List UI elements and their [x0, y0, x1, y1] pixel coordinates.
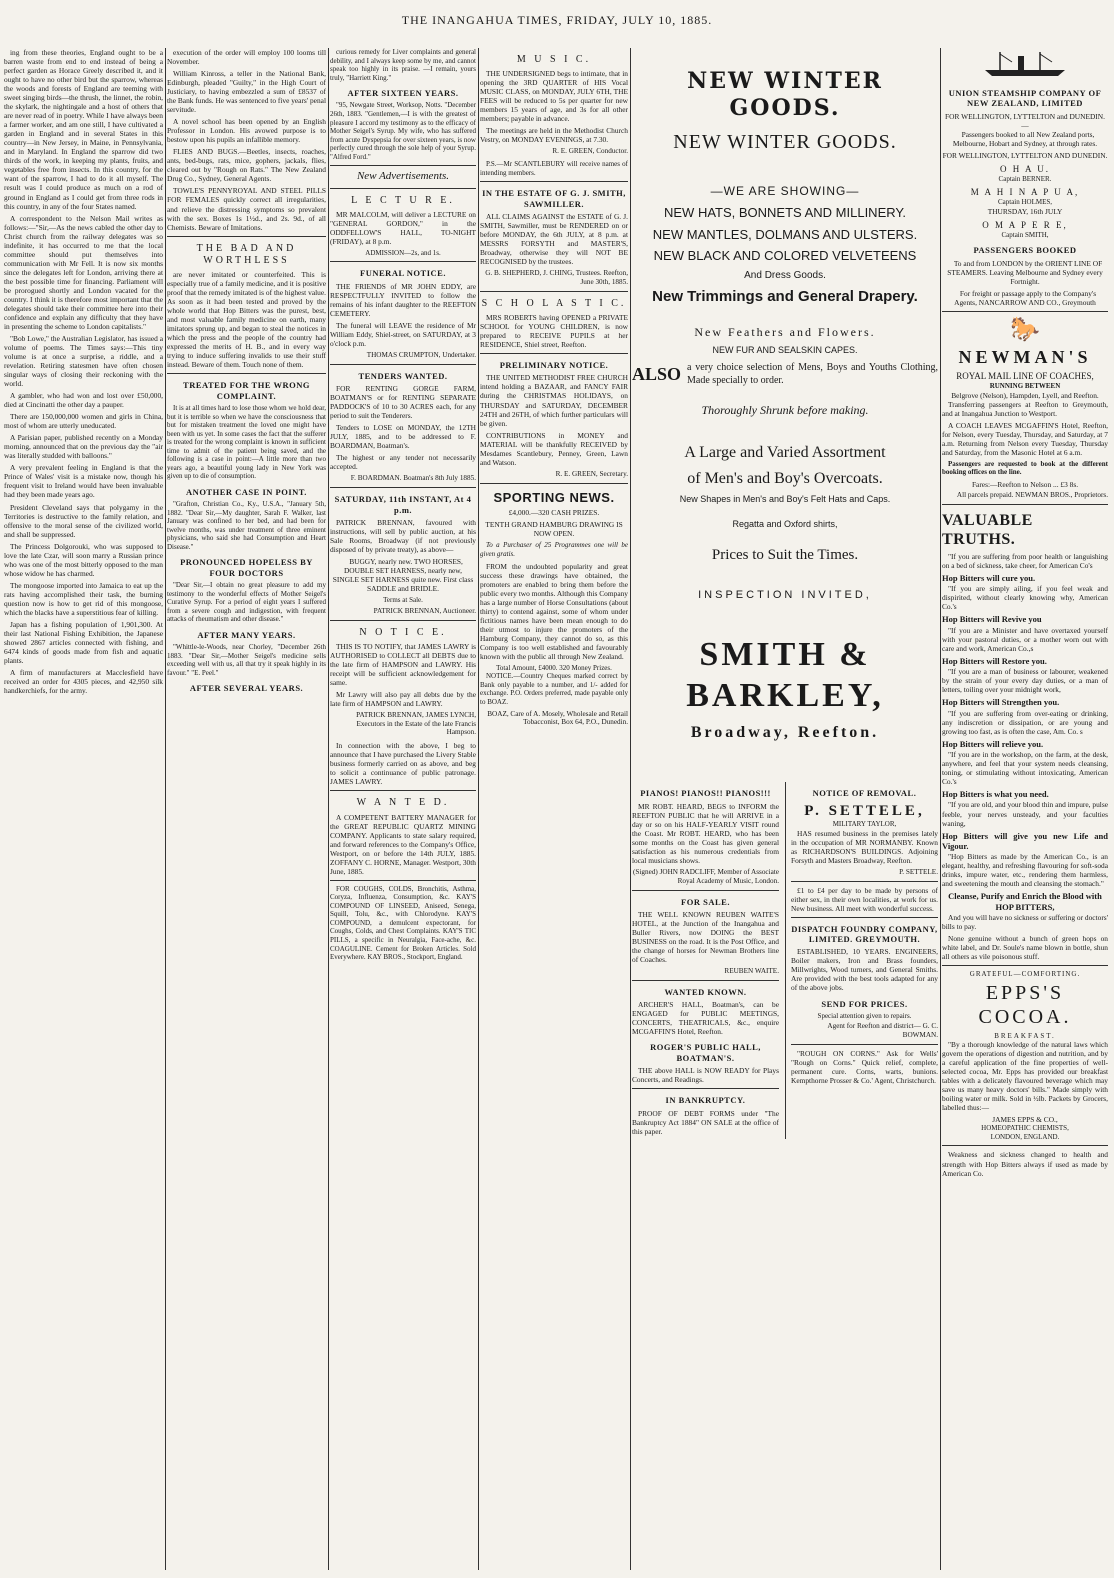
ad-heading: SPORTING NEWS.: [493, 489, 615, 505]
ad-line: Prices to Suit the Times.: [711, 547, 859, 564]
ad-text: To and from LONDON by the ORIENT LINE OF STEAMERS. Leaving Melbourne and Sydney every Fortnight.: [947, 258, 1103, 286]
ad-text: It is at all times hard to lose those whom we hold dear, but it is terrible so when we have the consciousness that but for mistaken treatment the loved one might have been with us yet. In some cases the fact that the sufferer is treated for the wrong complaint is known in sufficient time to admit of the patient being saved, and the following is a case in point:—A little more than two years ago, a beautiful young lady in New York was given up to die of consumption.: [167, 404, 326, 481]
ad-text: Passengers are requested to book at the different booking offices on the line.: [942, 459, 1108, 477]
sub-column-left: [632, 782, 779, 1138]
ad-text: Hop Bitters will Restore you.: [942, 655, 1047, 666]
ad-text: ROYAL MAIL LINE OF COACHES,: [956, 371, 1094, 382]
ad-line: NEW BLACK AND COLORED VELVETEENS: [653, 248, 917, 264]
ad-title: NEW WINTER GOODS.: [687, 68, 883, 121]
ad-line: of Men's and Boy's Overcoats.: [687, 469, 883, 487]
ad-heading: UNION STEAMSHIP COMPANY OF NEW ZEALAND, LIMITED: [948, 88, 1102, 109]
article-paragraph: A correspondent to the Nelson Mail writes as follows:—"Sir,—As the news cabled the other day to Christ church from the railway delegates was so indefinite, it has occurred to me that the local committee should put themselves into communication with Mr Fell. It is now six months since the delegates left for London, arriving there at the best possible time for financing. Parliament will be prorogued shortly and London vacated for the country. I think it is therefore most important that the delegates should take their committee here into their confidence and explain any difficulty that they have in presenting the scheme to London capitalists.": [4, 213, 163, 331]
ad-text: ARCHER'S HALL, Boatman's, can be ENGAGED for PUBLIC MEETINGS, CONCERTS, THEATRICALS, &c., enquire MCGAFFIN'S Hotel, Reefton.: [632, 1000, 779, 1037]
ad-line: NEW MANTLES, DOLMANS AND ULSTERS.: [652, 226, 918, 242]
ad-text: THE UNITED METHODIST FREE CHURCH intend holding a BAZAAR, and FANCY FAIR during the CHRISTMAS HOLIDAYS, on THURSDAY and SATURDAY, DECEMBER 24TH and 26TH, of which further particulars will be given.: [480, 373, 628, 428]
ad-text: And you will have no sickness or suffering or doctors' bills to pay.: [942, 913, 1108, 932]
ad-heading: S C H O L A S T I C.: [481, 297, 627, 309]
column-2: [167, 48, 326, 1570]
article-paragraph: Japan has a fishing population of 1,901,300. At their last National Fishing Exhibition, the Japanese showed 2867 articles connected with fishing, and 6474 kinds of goods made from fish and aquatic plants.: [4, 619, 163, 665]
ad-text: Tenders to LOSE on MONDAY, the 12TH JULY, 1885, and to be addressed to F. BOARDMAN, Boatman's.: [330, 423, 476, 451]
ad-text: Passengers booked to all New Zealand ports, Melbourne, Hobart and Sydney, at through rates.: [952, 129, 1098, 148]
ad-signature: P. SETTELE.: [899, 867, 938, 876]
ad-heading: ANOTHER CASE IN POINT.: [186, 486, 307, 497]
firm-name: SMITH & BARKLEY,: [686, 636, 884, 715]
article-paragraph: FLIES AND BUGS.—Beetles, insects, roaches, ants, bed-bugs, rats, mice, gophers, jackals, flies, cleared out by "Rough on Rats." The New Zealand Drug Co., Sydney, General Agents.: [167, 147, 326, 184]
ad-text: FOR WELLINGTON, LYTTELTON AND DUNEDIN.: [942, 150, 1108, 160]
ad-text: O H A U.: [999, 163, 1050, 174]
column-rule: [940, 48, 941, 1570]
ad-signature: PATRICK BRENNAN, Auctioneer.: [373, 606, 476, 615]
ad-signature: G. B. SHEPHERD, J. CHING, Trustees. Reefton, June 30th, 1885.: [485, 269, 628, 286]
column-3: [330, 48, 476, 1570]
ad-text: A COACH LEAVES MCGAFFIN'S Hotel, Reefton, for Nelson, every Tuesday, Thursday, and Saturday, at 7 a.m. Returning from Nelson every Tuesday, Thursday and Saturday, from the Masonic Hotel at 6 a.m.: [942, 420, 1108, 457]
ad-heading: W A N T E D.: [356, 797, 450, 809]
ad-text: The meetings are held in the Methodist Church Vestry, on MONDAY EVENINGS, at 7.30.: [480, 126, 628, 145]
ad-text: Belgrove (Nelson), Hampden, Lyell, and Reefton.: [951, 390, 1099, 400]
ad-text: Captain SMITH,: [1001, 230, 1049, 239]
ad-text: are never imitated or counterfeited. This is especially true of a family medicine, and it is positive proof that the remedy imitated is of the highest value. As soon as it had been tested and proved by the whole world that Hop Bitters was the purest, best, and most valuable family medicine on earth, many imitators sprung up, and began to steal the notices in which the press and the people of the country had expressed the merits of H. B., and in every way trying to induce suffering invalids to use their stuff instead. Beware of them. Touch none of them.: [167, 269, 326, 370]
ad-text: M A H I N A P U A,: [970, 187, 1080, 198]
ad-text: curious remedy for Liver complaints and general debility, and I always keep some by me, and cannot speak too highly in its praise. —I remain, yours truly, "Harriett King.": [330, 48, 476, 82]
ad-text: FOR RENTING GORGE FARM, BOATMAN'S or for RENTING SEPARATE PADDOCK'S of 10 to 30 ACRES each, for any period to suit the Tenderers.: [330, 384, 476, 421]
column-rule: [165, 48, 166, 1570]
ad-heading: N O T I C E.: [359, 626, 447, 638]
ad-text: THE WELL KNOWN REUBEN WAITE'S HOTEL, at the Junction of the Inangahua and Buller Rivers, now DOING the BEST BUSINESS on the road. It is the Post Office, and the change of horses for Newman Brothers line of Coaches.: [632, 909, 779, 965]
ad-heading: PRELIMINARY NOTICE.: [499, 360, 609, 371]
ad-heading: TREATED FOR THE WRONG COMPLAINT.: [183, 380, 310, 401]
ad-text: ALL CLAIMS AGAINST the ESTATE of G. J. SMITH, Sawmiller, must be RENDERED on or before MONDAY, the 6th JULY, at 8 p.m. at MESSRS FORSYTH and MASTER'S, Broadway, otherwise they will NOT BE RECOGNISED by the trustees.: [480, 212, 628, 267]
ad-heading: L E C T U R E.: [351, 194, 455, 206]
masthead: THE INANGAHUA TIMES, FRIDAY, JULY 10, 1885.: [401, 13, 713, 27]
ad-text: Hop Bitters will give you new Life and Vigour.: [942, 830, 1108, 851]
ad-heading: EPPS'S COCOA.: [978, 981, 1072, 1029]
ad-text: HAS resumed business in the premises lately in the occupation of MR NORMANBY. Known as RICHARDSON'S BUILDINGS. Adjoining Forsyth and Masters Broadway, Reefton.: [791, 828, 938, 865]
ad-signature: Agent for Reefton and district— G. C. BOWMAN.: [827, 1022, 938, 1040]
ad-line: —WE ARE SHOWING—: [710, 184, 860, 199]
section-heading: New Advertisements.: [356, 170, 450, 183]
ad-text: GRATEFUL—COMFORTING.: [969, 970, 1081, 979]
ad-text: For freight or passage apply to the Company's Agents, NANCARROW AND CO., Greymouth: [954, 288, 1097, 307]
ad-text: None genuine without a bunch of green hops on white label, and Dr. Soule's name blown in bottle, shun all others as vile poisonous stuff.: [942, 934, 1108, 962]
ad-line: And Dress Goods.: [744, 270, 826, 282]
ad-text: ESTABLISHED, 10 YEARS. ENGINEERS, Boiler makers, Iron and Brass founders, Millwrights, Wood turners, and General Smiths. Are provided with the best tools adapted for any of the above jobs.: [791, 947, 938, 993]
ad-heading: PIANOS! PIANOS!! PIANOS!!!: [640, 788, 771, 799]
steamship-icon: [942, 48, 1108, 82]
ad-text: In connection with the above, I beg to announce that I have purchased the Livery Stable business formerly carried on as above, and beg to solicit a continuance of public patronage. JAMES LAWRY.: [330, 741, 476, 787]
ad-signature: PATRICK BRENNAN, JAMES LYNCH, Executors in the Estate of the late Francis Hampson.: [356, 710, 476, 737]
ad-text: PATRICK BRENNAN, favoured with instructions, will sell by public auction, at his Sale Rooms, Broadway (if not previously disposed of by private treaty), as above—: [330, 517, 476, 555]
ad-heading: DISPATCH FOUNDRY COMPANY, LIMITED. GREYMOUTH.: [791, 923, 938, 944]
ad-signature: (Signed) JOHN RADCLIFF, Member of Associate Royal Academy of Music, London.: [633, 868, 779, 885]
article-paragraph: "Bob Lowe," the Australian Legislator, has issued a volume of poems. The Times says:—This tiny volume is at once a surprise, a riddle, and a revelation. Retiring statesmen have often chosen singular ways of closing their reckoning with the world.: [4, 333, 163, 389]
column-rule: [630, 48, 631, 1570]
ad-text: "If you are in the workshop, on the farm, at the desk, anywhere, and feel that your system needs cleansing, toning, or stimulating without intoxicating, American Co.'s: [942, 750, 1108, 787]
ad-line: a very choice selection of Mens, Boys and Youths Clothing, Made specially to order.: [687, 362, 938, 386]
ad-text: "Hop Bitters as made by the American Co., is an elegant, healthy, and refreshing flavouring for soft-soda drinks, impure water, etc., rendering them harmless, and sweetening the mouth and cleansing the stomach.": [942, 852, 1108, 889]
column-6: [942, 48, 1108, 1570]
ad-line: INSPECTION INVITED,: [698, 588, 872, 601]
ad-text: "If you are suffering from over-eating or drinking, any indiscretion or dissipation, or are young and growing too fast, as is often the case, Am. Co. s: [942, 708, 1108, 736]
ad-heading: AFTER SEVERAL YEARS.: [189, 683, 304, 694]
ad-text: Special attention given to repairs.: [817, 1011, 912, 1020]
ad-heading: ROGER'S PUBLIC HALL, BOATMAN'S.: [650, 1042, 761, 1063]
ad-line: Regatta and Oxford shirts,: [732, 519, 838, 530]
ad-heading: IN BANKRUPTCY.: [665, 1095, 746, 1106]
ad-text: "Dear Sir,—I obtain no great pleasure to add my testimony to the wonderful effects of Mother Seigel's Curative Syrup. For a period of eight years I suffered from a severe cough and indigestion, with frequent attacks of rheumatism and other disease.": [167, 581, 326, 624]
ad-text: FOR COUGHS, COLDS, Bronchitis, Asthma, Coryza, Influenza, Consumption, &c. KAY'S COMPOUND OF LINSEED, Aniseed, Senega, Squill, Tolu, &c., with Chlorodyne. KAY'S COMPOUND, a demulcent expectorant, for Coughs, Colds, and Chest Complaints. KAY'S TIC PILLS, a specific in Neuralgia, Face-ache, &c. COAGULINE. Cement for Broken Articles. Sold Everywhere. KAY BROS., Stockport, England.: [330, 884, 476, 962]
ad-text: "If you are a Minister and have overtaxed yourself with your pastoral duties, or a mother worn out with care and work, American Co.,s: [942, 625, 1108, 653]
ad-heading: FUNERAL NOTICE.: [360, 268, 446, 279]
ad-signature: R. E. GREEN, Conductor.: [552, 147, 628, 156]
ad-text: To a Purchaser of 25 Programmes one will be given gratis.: [480, 541, 628, 558]
ad-text: Hop Bitters is what you need.: [942, 789, 1049, 800]
article-paragraph: A firm of manufacturers at Macclesfield have received an order for 4305 pieces, and 42,950 silk handkerchiefs, for the army.: [4, 668, 163, 696]
ad-text: TENTH GRAND HAMBURG DRAWING IS NOW OPEN.: [485, 520, 623, 539]
ad-heading: FOR SALE.: [681, 896, 730, 907]
ad-text: Terms at Sale.: [383, 596, 423, 605]
ad-text: "If you are suffering from poor health or languishing on a bed of sickness, take cheer, for American Co's: [942, 551, 1108, 570]
ad-signature: R. E. GREEN, Secretary.: [555, 469, 628, 478]
ad-line: NEW HATS, BONNETS AND MILLINERY.: [664, 204, 906, 220]
ad-text: The highest or any tender not necessarily accepted.: [330, 453, 476, 472]
ad-text: RUNNING BETWEEN: [989, 382, 1061, 391]
ad-heading: SEND FOR PRICES.: [821, 998, 908, 1009]
ad-line: New Trimmings and General Drapery.: [652, 288, 918, 306]
ad-text: Hop Bitters will cure you.: [942, 572, 1036, 583]
ad-heading: WANTED KNOWN.: [664, 986, 747, 997]
ad-signature: REUBEN WAITE.: [724, 967, 779, 976]
ad-text: PROOF OF DEBT FORMS under "The Bankruptcy Act 1884" ON SALE at the office of this paper.: [632, 1108, 779, 1136]
ad-text: "ROUGH ON CORNS." Ask for Wells' "Rough on Corns." Quick relief, complete, permanent cure. Corns, warts, bunions. Kempthorne Prosser & Co.' Agent, Christchurch.: [791, 1048, 938, 1086]
article-paragraph: President Cleveland says that polygamy in the Territories is destructive to the family relation, and offensive to the moral sense of the civilized world, and shall be suppressed.: [4, 502, 163, 539]
article-paragraph: William Kinross, a teller in the National Bank, Edinburgh, pleaded "Guilty," in the High Court of Justiciary, to having embezzled a sum of £8537 of the Bank funds. He was sentenced to five years' penal servitude.: [167, 69, 326, 115]
ad-text: THE above HALL is NOW READY for Plays Concerts, and Readings.: [632, 1066, 779, 1085]
article-paragraph: There are 150,000,000 women and girls in China, most of whom are utterly uneducated.: [4, 412, 163, 431]
column-rule: [478, 48, 479, 1570]
ad-text: P.S.—Mr SCANTLEBURY will receive names of intending members.: [480, 160, 628, 177]
article-paragraph: A Parisian paper, published recently on a Monday morning, announced that on the previous day the "air was literally studded with balloons.": [4, 433, 163, 461]
ad-text: Weakness and sickness changed to health and strength with Hop Bitters always if used as made by American Co.: [942, 1150, 1108, 1178]
ad-text: NOTICE.—Country Cheques marked correct by Bank only payable to a number, and 1/- added for exchange. P.O. Orders preferred, made payable only to BOAZ.: [480, 672, 628, 706]
ad-line: NEW FUR AND SEALSKIN CAPES.: [712, 345, 858, 356]
ad-heading: SATURDAY, 11th INSTANT, At 4 p.m.: [334, 494, 472, 515]
column-rule: [328, 48, 329, 1570]
ad-text: BREAKFAST.: [994, 1031, 1056, 1040]
ad-text: "Whittle-le-Woods, near Chorley, "December 26th 1883. "Dear Sir,—Mother Seigel's medicine sells exceeding well with us, all that try it speak highly in its favour." "E. Peel.": [167, 643, 326, 677]
ad-text: "Grafton, Christian Co., Ky., U.S.A., "January 5th, 1882. "Dear Sir,—My daughter, Sarah F. Walker, last January was confined to her bed, and had been for twelve months, was under treatment of three eminent physicians, who said she had Consumption and Heart Disease.": [167, 500, 326, 551]
article-paragraph: TOWLE'S PENNYROYAL AND STEEL PILLS FOR FEMALES quickly correct all irregularities, and relieve the distressing symptoms so prevalent with the sex. Boxes 1s 1½d., and 2s. 9d., of all Chemists. Beware of Imitations.: [167, 186, 326, 232]
ad-text: Total Amount, £4000. 320 Money Prizes.: [496, 663, 612, 672]
ad-heading: PASSENGERS BOOKED: [973, 245, 1077, 256]
article-paragraph: A novel school has been opened by an English Professor in London. His avowed purpose is to bestow upon his pupils an infallible memory.: [167, 117, 326, 145]
ad-heading: VALUABLE TRUTHS.: [942, 511, 1033, 549]
ad-text: ADMISSION—2s, and 1s.: [365, 248, 441, 257]
ad-text: CONTRIBUTIONS in MONEY and MATERIAL will be thankfully RECEIVED by Mesdames Scantlebury, Penney, Green, Lawn and Watson.: [480, 430, 628, 467]
ad-text: A COMPETENT BATTERY MANAGER for the GREAT REPUBLIC QUARTZ MINING COMPANY. Applicants to state salary required, and forward references to the Company's Office, Westport, on or before the 14th JULY, 1885. ZOFFANY C. HORNE, Manager. Westport, 30th June, 1885.: [330, 812, 476, 876]
ad-text: FROM the undoubted popularity and great success these drawings have obtained, the promoters are enabled to bring them before the public every two months. Although this Company has a large number of Horse Consultations (about thirty) to contend against, some of whom under fictitious names have been mean enough to do their utmost to injure the promoters of the Hamburg Company, they cannot do so, as this Company is too well established and favourably known with the public all through New Zealand.: [480, 561, 628, 661]
ad-heading: PRONOUNCED HOPELESS BY FOUR DOCTORS: [180, 557, 313, 578]
ad-text: Mr Lawry will also pay all debts due by the late firm of HAMPSON and LAWRY.: [330, 689, 476, 708]
ad-text: MRS ROBERTS having OPENED a PRIVATE SCHOOL for YOUNG CHILDREN, is now prepared to RECEIVE PUPILS at her RESIDENCE, Shiel street, Reefton.: [480, 312, 628, 350]
ad-text: Hop Bitters will Strengthen you.: [942, 697, 1060, 708]
ad-line: New Feathers and Flowers.: [694, 324, 876, 339]
ad-text: BUGGY, nearly new. TWO HORSES, DOUBLE SET HARNESS, nearly new, SINGLE SET HARNESS quite new. First class SADDLE and BRIDLE.: [332, 557, 474, 594]
ad-text: Hop Bitters will relieve you.: [942, 738, 1044, 749]
ad-text: Cleanse, Purify and Enrich the Blood with HOP BITTERS,: [948, 891, 1102, 912]
ad-signature: All parcels prepaid. NEWMAN BROS., Proprietors.: [956, 490, 1108, 499]
ad-heading: AFTER SIXTEEN YEARS.: [347, 88, 459, 99]
ad-heading: IN THE ESTATE OF G. J. SMITH, SAWMILLER.: [482, 188, 626, 209]
ad-text: Fares:—Reefton to Nelson ... £3 8s.: [971, 479, 1079, 489]
ad-text: "95, Newgate Street, Worksop, Notts. "December 26th, 1883. "Gentlemen,—I is with the greatest of pleasure I accord my testimony as to the efficacy of Mother Seigel's Syrup. My wife, who has suffered from acute Dyspepsia for over sixteen years, is now perfectly cured through the sole help of your Syrup. "Alfred Ford.": [330, 101, 476, 161]
ad-line: A Large and Varied Assortment: [684, 444, 886, 462]
ad-text: "If you are simply ailing, if you feel weak and dispirited, without clearly knowing why, American Co.'s: [942, 584, 1108, 612]
ad-heading: TENDERS WANTED.: [358, 370, 448, 381]
article-paragraph: ing from these theories, England ought to be a barren waste from end to end instead of being a perfect garden as Horace Greely described it, and it ought to have no other bird but the sparrow, whereas the woods and forests of England are teeming with sweet singing birds—the thrush, the linnet, the robin, the skylark, the nightingale and a host of others that are never read of in poetry. While I have always been a farmer worker, and am one still, I have cultivated a garden in England and in several States in this country—in New Jersey, in Maine, in Pennsylvania, and in Maryland. In England the sparrow did two thirds of the work, in keeping my plants, fruits, and vegetables free from insects. In this country, for the want of the sparrow, I had to do it all myself. The result was I could produce as much on a rod of ground in England as I could get from three rods in this country, in any of the four States named.: [4, 48, 163, 211]
coach-icon: 🐎: [1010, 316, 1040, 343]
column-1: [4, 48, 163, 1570]
column-4: [480, 48, 628, 1570]
ad-signature: BOAZ, Care of A. Mosely, Wholesale and Retail Tobacconist, Box 64, P.O., Dunedin.: [487, 709, 628, 727]
ad-text: LONDON, ENGLAND.: [990, 1132, 1060, 1141]
ad-text: THE FRIENDS of MR JOHN EDDY, are RESPECTFULLY INVITED to follow the remains of his infant daughter to the REEFTON CEMETERY.: [330, 281, 476, 318]
article-paragraph: The Princess Dolgorouki, who was supposed to love the late Czar, will soon marry a Russian prince who was one of the most bitterly opposed to the man whose widow he has charmed.: [4, 541, 163, 578]
ad-text: O M A P E R E,: [982, 219, 1068, 230]
article-paragraph: A very prevalent feeling in England is that the Prince of Wales' visit is a mistake now, though his frequent visit to Ireland would have been invaluable had they been made years ago.: [4, 463, 163, 500]
ad-text: £4,000.—320 CASH PRIZES.: [508, 508, 600, 518]
ad-line: New Shapes in Men's and Boy's Felt Hats and Caps.: [679, 494, 891, 505]
ad-text: JAMES EPPS & CO.,: [992, 1115, 1058, 1125]
ad-text: THE UNDERSIGNED begs to intimate, that in opening the 3RD QUARTER of HIS Vocal MUSIC CLASS, on MONDAY, JULY 6TH, THE FEES will be reduced to 5s per quarter for new members 15 years of age, and 3s for all other members; payable in advance.: [480, 69, 628, 124]
ad-text: MR ROBT. HEARD, BEGS to INFORM the REEFTON PUBLIC that he will ARRIVE in a day or so on his HALF-YEARLY VISIT round the Coast. Mr ROBT. HEARD, who has been some months on the Coast has given general satisfaction as his numerous credentials from local musicians shows.: [632, 801, 779, 865]
column-5: [632, 48, 938, 1570]
ad-line: ALSO: [632, 363, 682, 384]
ad-text: MR MALCOLM, will deliver a LECTURE on "GENERAL GORDON," in the ODDFELLOW'S HALL, TO-NIGHT (FRIDAY), at 8 p.m.: [330, 209, 476, 246]
ad-text: THIS IS TO NOTIFY, that JAMES LAWRY is AUTHORISED to COLLECT all DEBTS due to the late firm of HAMPSON and LAWRY. His receipt will be sufficient acknowledgement for same.: [330, 641, 476, 687]
ad-text: Hop Bitters will Revive you: [942, 614, 1042, 625]
sub-column-right: [785, 782, 938, 1138]
ad-text: THURSDAY, 16th JULY: [987, 206, 1063, 216]
ad-text: "By a thorough knowledge of the natural laws which govern the operations of digestion and nutrition, and by a careful application of the fine properties of well-selected cocoa, Mr. Epps has provided our breakfast tables with a delicately flavoured beverage which may save us many heavy doctors' bills." Made simply with boiling water or milk. Sold in ½lb. Packets by Grocers, labelled thus:—: [942, 1040, 1108, 1113]
ad-text: Captain BERNER.: [998, 174, 1052, 183]
ad-heading: AFTER MANY YEARS.: [197, 629, 296, 640]
firm-location: Broadway, Reefton.: [690, 723, 880, 741]
ad-text: Transferring passengers at Reefton to Greymouth, and at Inangahua Junction to Westport.: [942, 399, 1108, 418]
article-paragraph: The mongoose imported into Jamaica to eat up the rats having accomplished their task, the burning question now is how to get rid of this mongoose, which the blacks have a superstitious fear of killing.: [4, 580, 163, 617]
ad-heading: P. SETTELE,: [804, 802, 925, 819]
ad-heading: NEWMAN'S: [958, 347, 1092, 368]
article-paragraph: execution of the order will employ 100 looms till November.: [167, 48, 326, 67]
ad-text: "If you are old, and your blood thin and impure, pulse feeble, your nerves unsteady, and your faculties waning,: [942, 800, 1108, 828]
ad-line: Thoroughly Shrunk before making.: [701, 402, 869, 417]
ad-text: FOR WELLINGTON, LYTTELTON and DUNEDIN.—: [945, 111, 1105, 130]
ad-title: NEW WINTER GOODS.: [673, 130, 897, 153]
ad-text: "If you are a man of business or labourer, weakened by the strain of your every day duties, or a man of letters, toiling over your midnight work,: [942, 667, 1108, 695]
ad-text: Captain HOLMES,: [997, 198, 1053, 207]
ad-heading: M U S I C.: [516, 54, 592, 65]
ad-heading: THE BAD AND WORTHLESS: [196, 242, 297, 266]
article-paragraph: A gambler, who had won and lost over £50,000, died at Cincinatti the other day a pauper.: [4, 391, 163, 410]
ad-text: £1 to £4 per day to be made by persons of either sex, in their own localities, at work for us. New business. All meet with wonderful success.: [791, 885, 938, 913]
ad-signature: F. BOARDMAN. Boatman's 8th July 1885.: [350, 474, 476, 483]
ad-heading: NOTICE OF REMOVAL.: [812, 788, 917, 799]
ad-text: MILITARY TAYLOR,: [832, 820, 897, 829]
ad-signature: THOMAS CRUMPTON, Undertaker.: [366, 351, 476, 360]
ad-text: HOMEOPATHIC CHEMISTS,: [981, 1124, 1069, 1133]
ad-text: The funeral will LEAVE the residence of Mr William Eddy, Shiel-street, on SATURDAY, at 3 o'clock p.m.: [330, 320, 476, 348]
